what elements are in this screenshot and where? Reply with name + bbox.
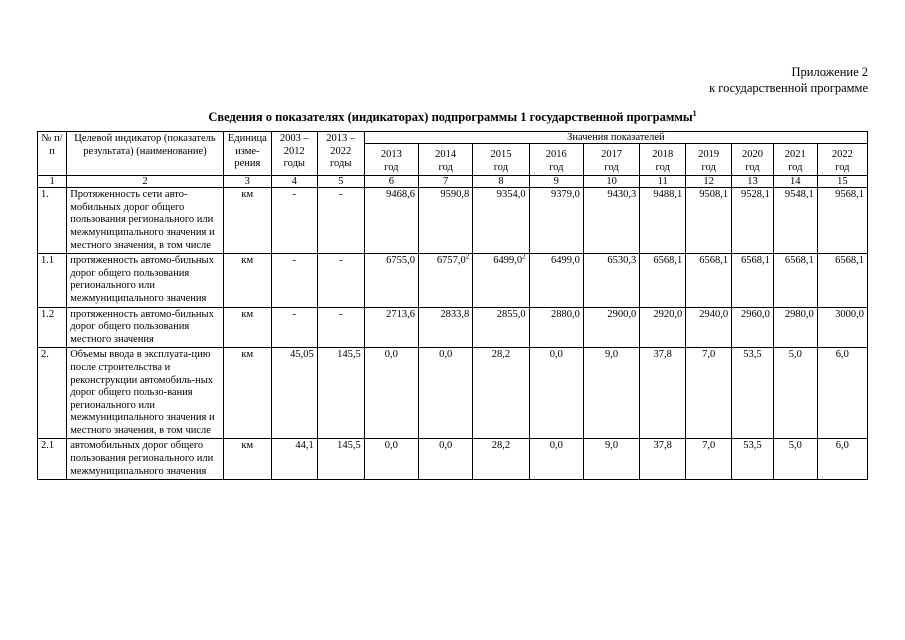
year-label: 2018 (652, 149, 674, 160)
period-2013-2022-value: - (317, 307, 364, 348)
value-text: 6568,1 (835, 255, 864, 267)
column-index: 12 (686, 176, 732, 188)
value-2013 (364, 254, 418, 307)
value-2018 (640, 439, 686, 480)
value-text: 2900,0 (607, 308, 637, 320)
year-unit-label: год (493, 161, 509, 173)
column-index: 5 (317, 176, 364, 188)
value-text: 6757,0 (436, 255, 466, 267)
table-body (38, 188, 868, 480)
column-index: 6 (364, 176, 418, 188)
value-2016 (529, 188, 583, 254)
value-text: 0,0 (549, 440, 563, 452)
year-label: 2016 (545, 149, 567, 160)
value-text: 3000,0 (835, 308, 864, 320)
value-text: 2833,8 (440, 308, 470, 320)
value-text: 6530,3 (607, 255, 637, 267)
indicator-name: автомобильных дорог общего пользования регионального или межмуниципального значения (67, 439, 224, 480)
value-2014 (418, 439, 472, 480)
indicator-name: Протяженность сети авто-мобильных дорог общего пользования регионального или межмуниципального значения и местного значения, в том числе (67, 188, 224, 254)
value-2014 (418, 348, 472, 439)
value-2016 (529, 307, 583, 348)
value-2013 (364, 439, 418, 480)
value-text: 9,0 (605, 349, 619, 361)
unit-cell: км (223, 188, 271, 254)
value-2013 (364, 188, 418, 254)
value-text: 6568,1 (699, 255, 729, 267)
appendix-line-1: Приложение 2 (791, 65, 868, 79)
value-2019 (686, 439, 732, 480)
title-footnote-mark: 1 (692, 108, 697, 118)
header-unit: Единица изме-рения (223, 132, 271, 176)
header-year-2015 (473, 144, 529, 176)
value-text: 2960,0 (740, 308, 770, 320)
unit-cell: км (223, 254, 271, 307)
year-unit-label: год (549, 161, 564, 173)
value-2022 (817, 307, 867, 348)
value-text: 7,0 (702, 440, 716, 452)
indicators-table (37, 131, 868, 480)
column-index: 13 (732, 176, 774, 188)
value-2014 (418, 188, 472, 254)
header-num: № п/п (38, 132, 67, 176)
row-number: 2. (38, 348, 67, 439)
period-2003-2012-value: - (271, 307, 317, 348)
value-2013 (364, 307, 418, 348)
value-2014 (418, 254, 472, 307)
value-text: 9354,0 (496, 189, 526, 201)
period-2013-2022-value: - (317, 254, 364, 307)
column-index: 3 (223, 176, 271, 188)
header-year-2017 (583, 144, 639, 176)
value-2021 (773, 307, 817, 348)
value-2019 (686, 307, 732, 348)
footnote-mark: 2 (522, 253, 526, 261)
period-2003-2012-value: 44,1 (271, 439, 317, 480)
value-2019 (686, 254, 732, 307)
header-year-2022 (817, 144, 867, 176)
unit-cell: км (223, 439, 271, 480)
value-2015 (473, 254, 529, 307)
value-text: 0,0 (384, 440, 398, 452)
value-text: 6568,1 (784, 255, 814, 267)
indicator-name: протяженность автомо-бильных дорог общего пользования местного значения (67, 307, 224, 348)
year-label: 2014 (435, 149, 457, 160)
period-2003-2012-value: 45,05 (271, 348, 317, 439)
value-text: 0,0 (384, 349, 398, 361)
header-values-group: Значения показателей (364, 132, 867, 144)
value-text: 6568,1 (740, 255, 770, 267)
indicator-name: протяженность автомо-бильных дорог общего пользования регионального или межмуниципального значения (67, 254, 224, 307)
title-text: Сведения о показателях (индикаторах) подпрограммы 1 государственной программы (208, 110, 693, 124)
period-2013-2022-value: 145,5 (317, 439, 364, 480)
value-text: 37,8 (653, 349, 672, 361)
value-2015 (473, 439, 529, 480)
table-row (38, 307, 868, 348)
value-2020 (732, 254, 774, 307)
value-text: 9,0 (605, 440, 619, 452)
value-2017 (583, 188, 639, 254)
period-2013-2022-value: 145,5 (317, 348, 364, 439)
value-2017 (583, 254, 639, 307)
year-label: 2017 (601, 149, 623, 160)
header-year-2019 (686, 144, 732, 176)
value-text: 6499,0 (493, 255, 523, 267)
value-text: 0,0 (439, 349, 453, 361)
value-2020 (732, 188, 774, 254)
value-text: 5,0 (788, 440, 802, 452)
year-label: 2020 (741, 149, 763, 160)
year-label: 2022 (831, 149, 853, 160)
year-unit-label: год (604, 161, 619, 173)
value-text: 9508,1 (699, 189, 729, 201)
unit-cell: км (223, 307, 271, 348)
value-2018 (640, 307, 686, 348)
value-2022 (817, 439, 867, 480)
value-2016 (529, 254, 583, 307)
header-year-2018 (640, 144, 686, 176)
footnote-mark: 2 (465, 253, 470, 261)
value-text: 2920,0 (653, 308, 683, 320)
row-number: 1. (38, 188, 67, 254)
value-2020 (732, 307, 774, 348)
value-2017 (583, 307, 639, 348)
column-index: 7 (418, 176, 472, 188)
value-text: 53,5 (743, 349, 762, 361)
value-2015 (473, 188, 529, 254)
value-text: 9590,8 (440, 189, 470, 201)
value-2021 (773, 254, 817, 307)
value-2016 (529, 348, 583, 439)
value-2019 (686, 348, 732, 439)
column-index: 1 (38, 176, 67, 188)
column-index: 11 (640, 176, 686, 188)
column-index: 10 (583, 176, 639, 188)
row-number: 1.2 (38, 307, 67, 348)
value-text: 2980,0 (784, 308, 814, 320)
value-text: 28,2 (491, 440, 511, 452)
table-header (38, 132, 868, 188)
appendix-line-2: к государственной программе (709, 81, 868, 95)
value-text: 6,0 (835, 440, 849, 452)
year-label: 2021 (784, 149, 806, 160)
year-unit-label: год (438, 161, 453, 173)
unit-cell: км (223, 348, 271, 439)
row-number: 1.1 (38, 254, 67, 307)
value-2022 (817, 254, 867, 307)
year-unit-label: год (701, 161, 716, 173)
value-text: 0,0 (439, 440, 453, 452)
column-index: 4 (271, 176, 317, 188)
table-row (38, 439, 868, 480)
year-unit-label: год (655, 161, 670, 173)
value-2022 (817, 348, 867, 439)
value-text: 28,2 (491, 349, 511, 361)
year-label: 2013 (380, 149, 402, 160)
value-text: 9468,6 (386, 189, 415, 201)
header-year-2013 (364, 144, 418, 176)
column-index: 9 (529, 176, 583, 188)
value-text: 6755,0 (386, 255, 415, 267)
appendix-caption (709, 64, 868, 96)
value-2017 (583, 348, 639, 439)
value-text: 9568,1 (835, 189, 864, 201)
indicator-name: Объемы ввода в эксплуата-цию после строительства и реконструкции автомобиль-ных дорог общего пользо-вания регионального или межмуниципального значения и местного значения, в том числе (67, 348, 224, 439)
value-text: 6499,0 (551, 255, 580, 267)
value-2017 (583, 439, 639, 480)
year-label: 2019 (698, 149, 720, 160)
value-2018 (640, 188, 686, 254)
value-2015 (473, 348, 529, 439)
document-title (0, 110, 905, 125)
header-period-2: 2013 – 2022 годы (317, 132, 364, 176)
table-row (38, 254, 868, 307)
value-text: 6568,1 (653, 255, 683, 267)
year-unit-label: год (835, 161, 850, 173)
value-text: 2713,6 (386, 308, 415, 320)
header-period-1: 2003 – 2012 годы (271, 132, 317, 176)
value-text: 7,0 (702, 349, 716, 361)
value-text: 9430,3 (607, 189, 637, 201)
header-row-1 (38, 132, 868, 144)
column-index: 15 (817, 176, 867, 188)
value-2014 (418, 307, 472, 348)
period-2013-2022-value: - (317, 188, 364, 254)
value-2018 (640, 348, 686, 439)
value-2020 (732, 348, 774, 439)
column-index: 2 (67, 176, 224, 188)
value-text: 6,0 (835, 349, 849, 361)
value-2021 (773, 439, 817, 480)
value-text: 37,8 (653, 440, 672, 452)
year-unit-label: год (384, 161, 399, 173)
period-2003-2012-value: - (271, 188, 317, 254)
value-2020 (732, 439, 774, 480)
header-year-2021 (773, 144, 817, 176)
table-row (38, 188, 868, 254)
column-index: 8 (473, 176, 529, 188)
header-year-2014 (418, 144, 472, 176)
value-2016 (529, 439, 583, 480)
value-2022 (817, 188, 867, 254)
value-2021 (773, 188, 817, 254)
value-text: 9528,1 (740, 189, 770, 201)
year-unit-label: год (788, 161, 803, 173)
value-text: 0,0 (549, 349, 563, 361)
header-target: Целевой индикатор (показатель результата) (наименование) (67, 132, 224, 176)
value-text: 2880,0 (551, 308, 580, 320)
row-number: 2.1 (38, 439, 67, 480)
year-unit-label: год (745, 161, 760, 173)
value-text: 9548,1 (784, 189, 814, 201)
column-index-row (38, 176, 868, 188)
value-text: 9379,0 (551, 189, 580, 201)
header-year-2016 (529, 144, 583, 176)
value-2019 (686, 188, 732, 254)
value-2015 (473, 307, 529, 348)
column-index: 14 (773, 176, 817, 188)
value-text: 2940,0 (699, 308, 729, 320)
value-text: 9488,1 (653, 189, 683, 201)
value-text: 2855,0 (496, 308, 526, 320)
value-2018 (640, 254, 686, 307)
year-label: 2015 (490, 149, 512, 160)
value-text: 53,5 (743, 440, 762, 452)
table-row (38, 348, 868, 439)
value-2013 (364, 348, 418, 439)
value-2021 (773, 348, 817, 439)
header-year-2020 (732, 144, 774, 176)
period-2003-2012-value: - (271, 254, 317, 307)
value-text: 5,0 (788, 349, 802, 361)
